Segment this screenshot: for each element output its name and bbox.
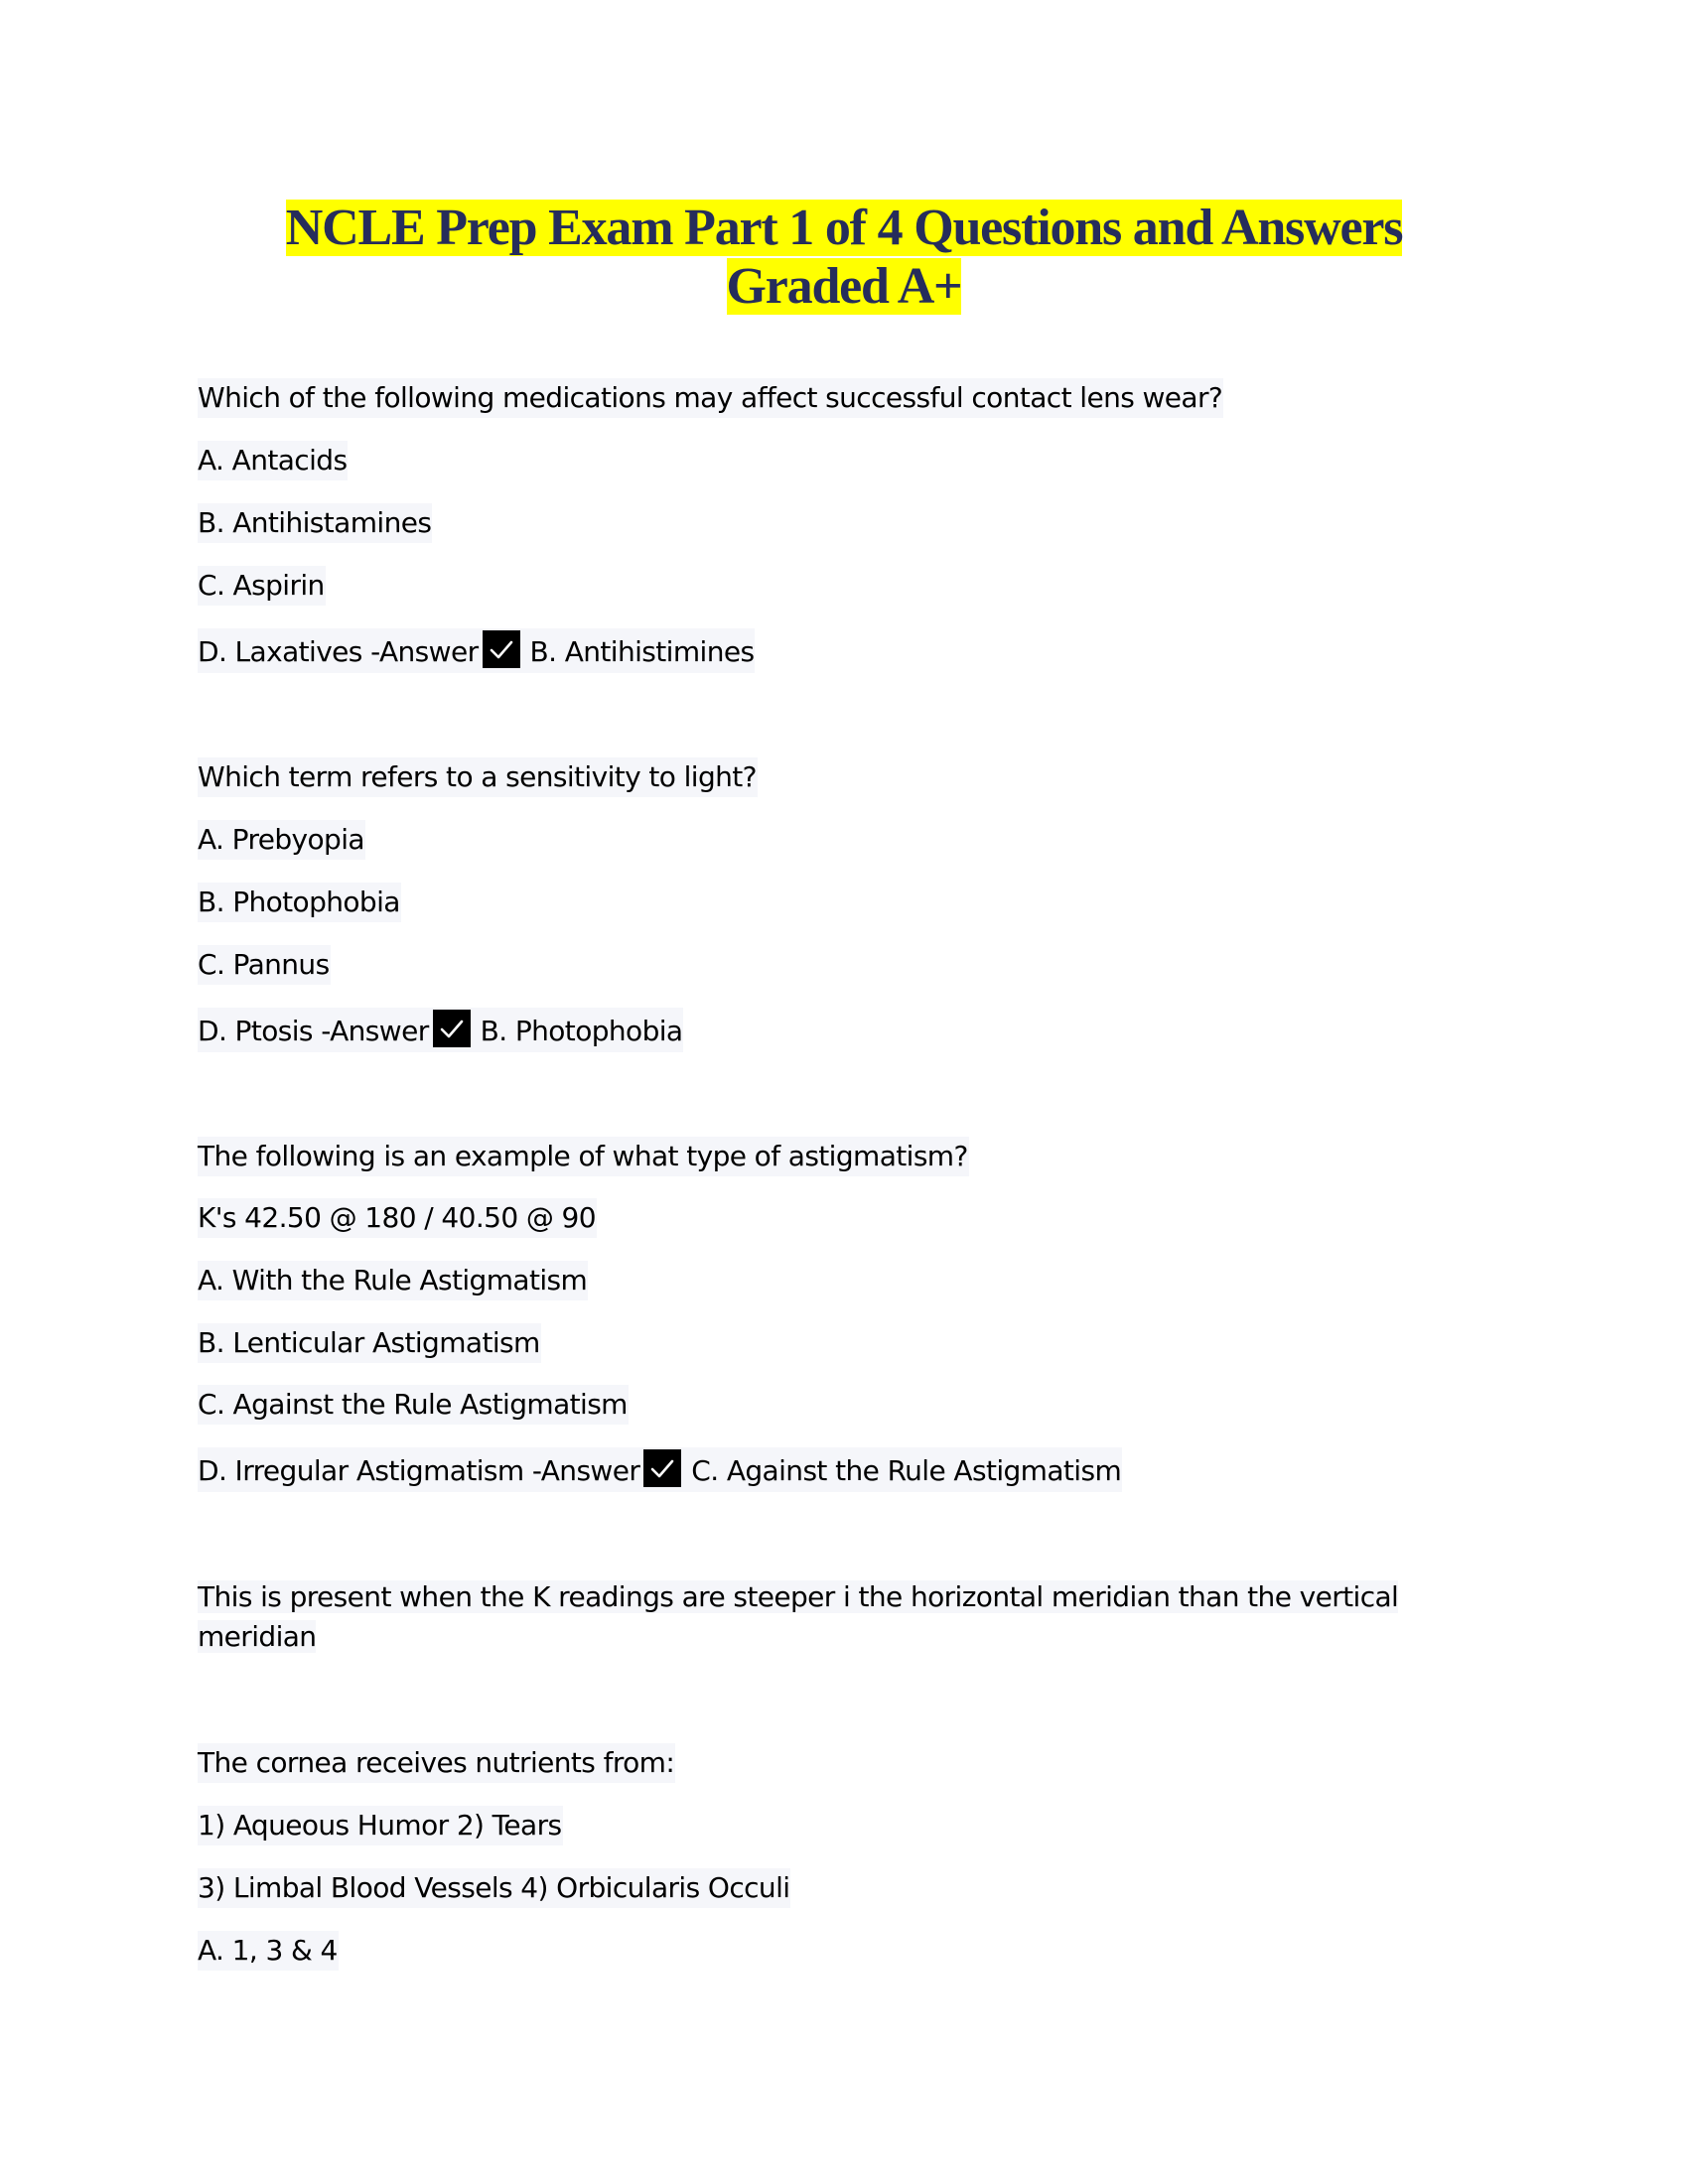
- question-3-answer-line: [198, 1447, 1122, 1487]
- title-line-2: Graded A+: [726, 258, 962, 315]
- question-1-option-b: B. Antihistamines: [198, 503, 432, 543]
- question-5-text: The cornea receives nutrients from:: [198, 1743, 675, 1783]
- document-title: [0, 199, 1688, 316]
- question-4-text: This is present when the K readings are steeper i the horizontal meridian than the vertical meridian: [198, 1580, 1399, 1653]
- question-3-detail: K's 42.50 @ 180 / 40.50 @ 90: [198, 1198, 597, 1238]
- question-2-option-b: B. Photophobia: [198, 883, 401, 922]
- question-3-option-d: D. Irregular Astigmatism -Answer: [198, 1454, 640, 1487]
- question-2-option-c: C. Pannus: [198, 945, 331, 985]
- question-1-answer: B. Antihistimines: [529, 635, 755, 668]
- question-3-option-c: C. Against the Rule Astigmatism: [198, 1385, 629, 1425]
- question-1-option-d: D. Laxatives -Answer: [198, 635, 479, 668]
- question-1-option-a: A. Antacids: [198, 441, 348, 480]
- question-5-item-2: 3) Limbal Blood Vessels 4) Orbicularis Occuli: [198, 1868, 790, 1908]
- question-1-text: Which of the following medications may affect successful contact lens wear?: [198, 378, 1223, 418]
- question-2-text: Which term refers to a sensitivity to light?: [198, 757, 758, 797]
- question-1-answer-line: [198, 628, 755, 668]
- title-line-1: NCLE Prep Exam Part 1 of 4 Questions and Answers: [285, 200, 1403, 256]
- question-5-item-1: 1) Aqueous Humor 2) Tears: [198, 1806, 563, 1845]
- question-3-option-a: A. With the Rule Astigmatism: [198, 1261, 588, 1300]
- question-2-answer: B. Photophobia: [480, 1015, 683, 1047]
- check-box-icon: [433, 1010, 471, 1047]
- question-3-answer: C. Against the Rule Astigmatism: [691, 1454, 1122, 1487]
- question-3-text: The following is an example of what type of astigmatism?: [198, 1137, 969, 1176]
- question-2-answer-line: [198, 1008, 683, 1047]
- check-box-icon: [483, 630, 520, 668]
- check-box-icon: [643, 1449, 681, 1487]
- question-1-option-c: C. Aspirin: [198, 566, 326, 606]
- question-2-option-a: A. Prebyopia: [198, 820, 365, 860]
- question-5-option-a: A. 1, 3 & 4: [198, 1931, 339, 1971]
- question-2-option-d: D. Ptosis -Answer: [198, 1015, 429, 1047]
- question-3-option-b: B. Lenticular Astigmatism: [198, 1323, 541, 1363]
